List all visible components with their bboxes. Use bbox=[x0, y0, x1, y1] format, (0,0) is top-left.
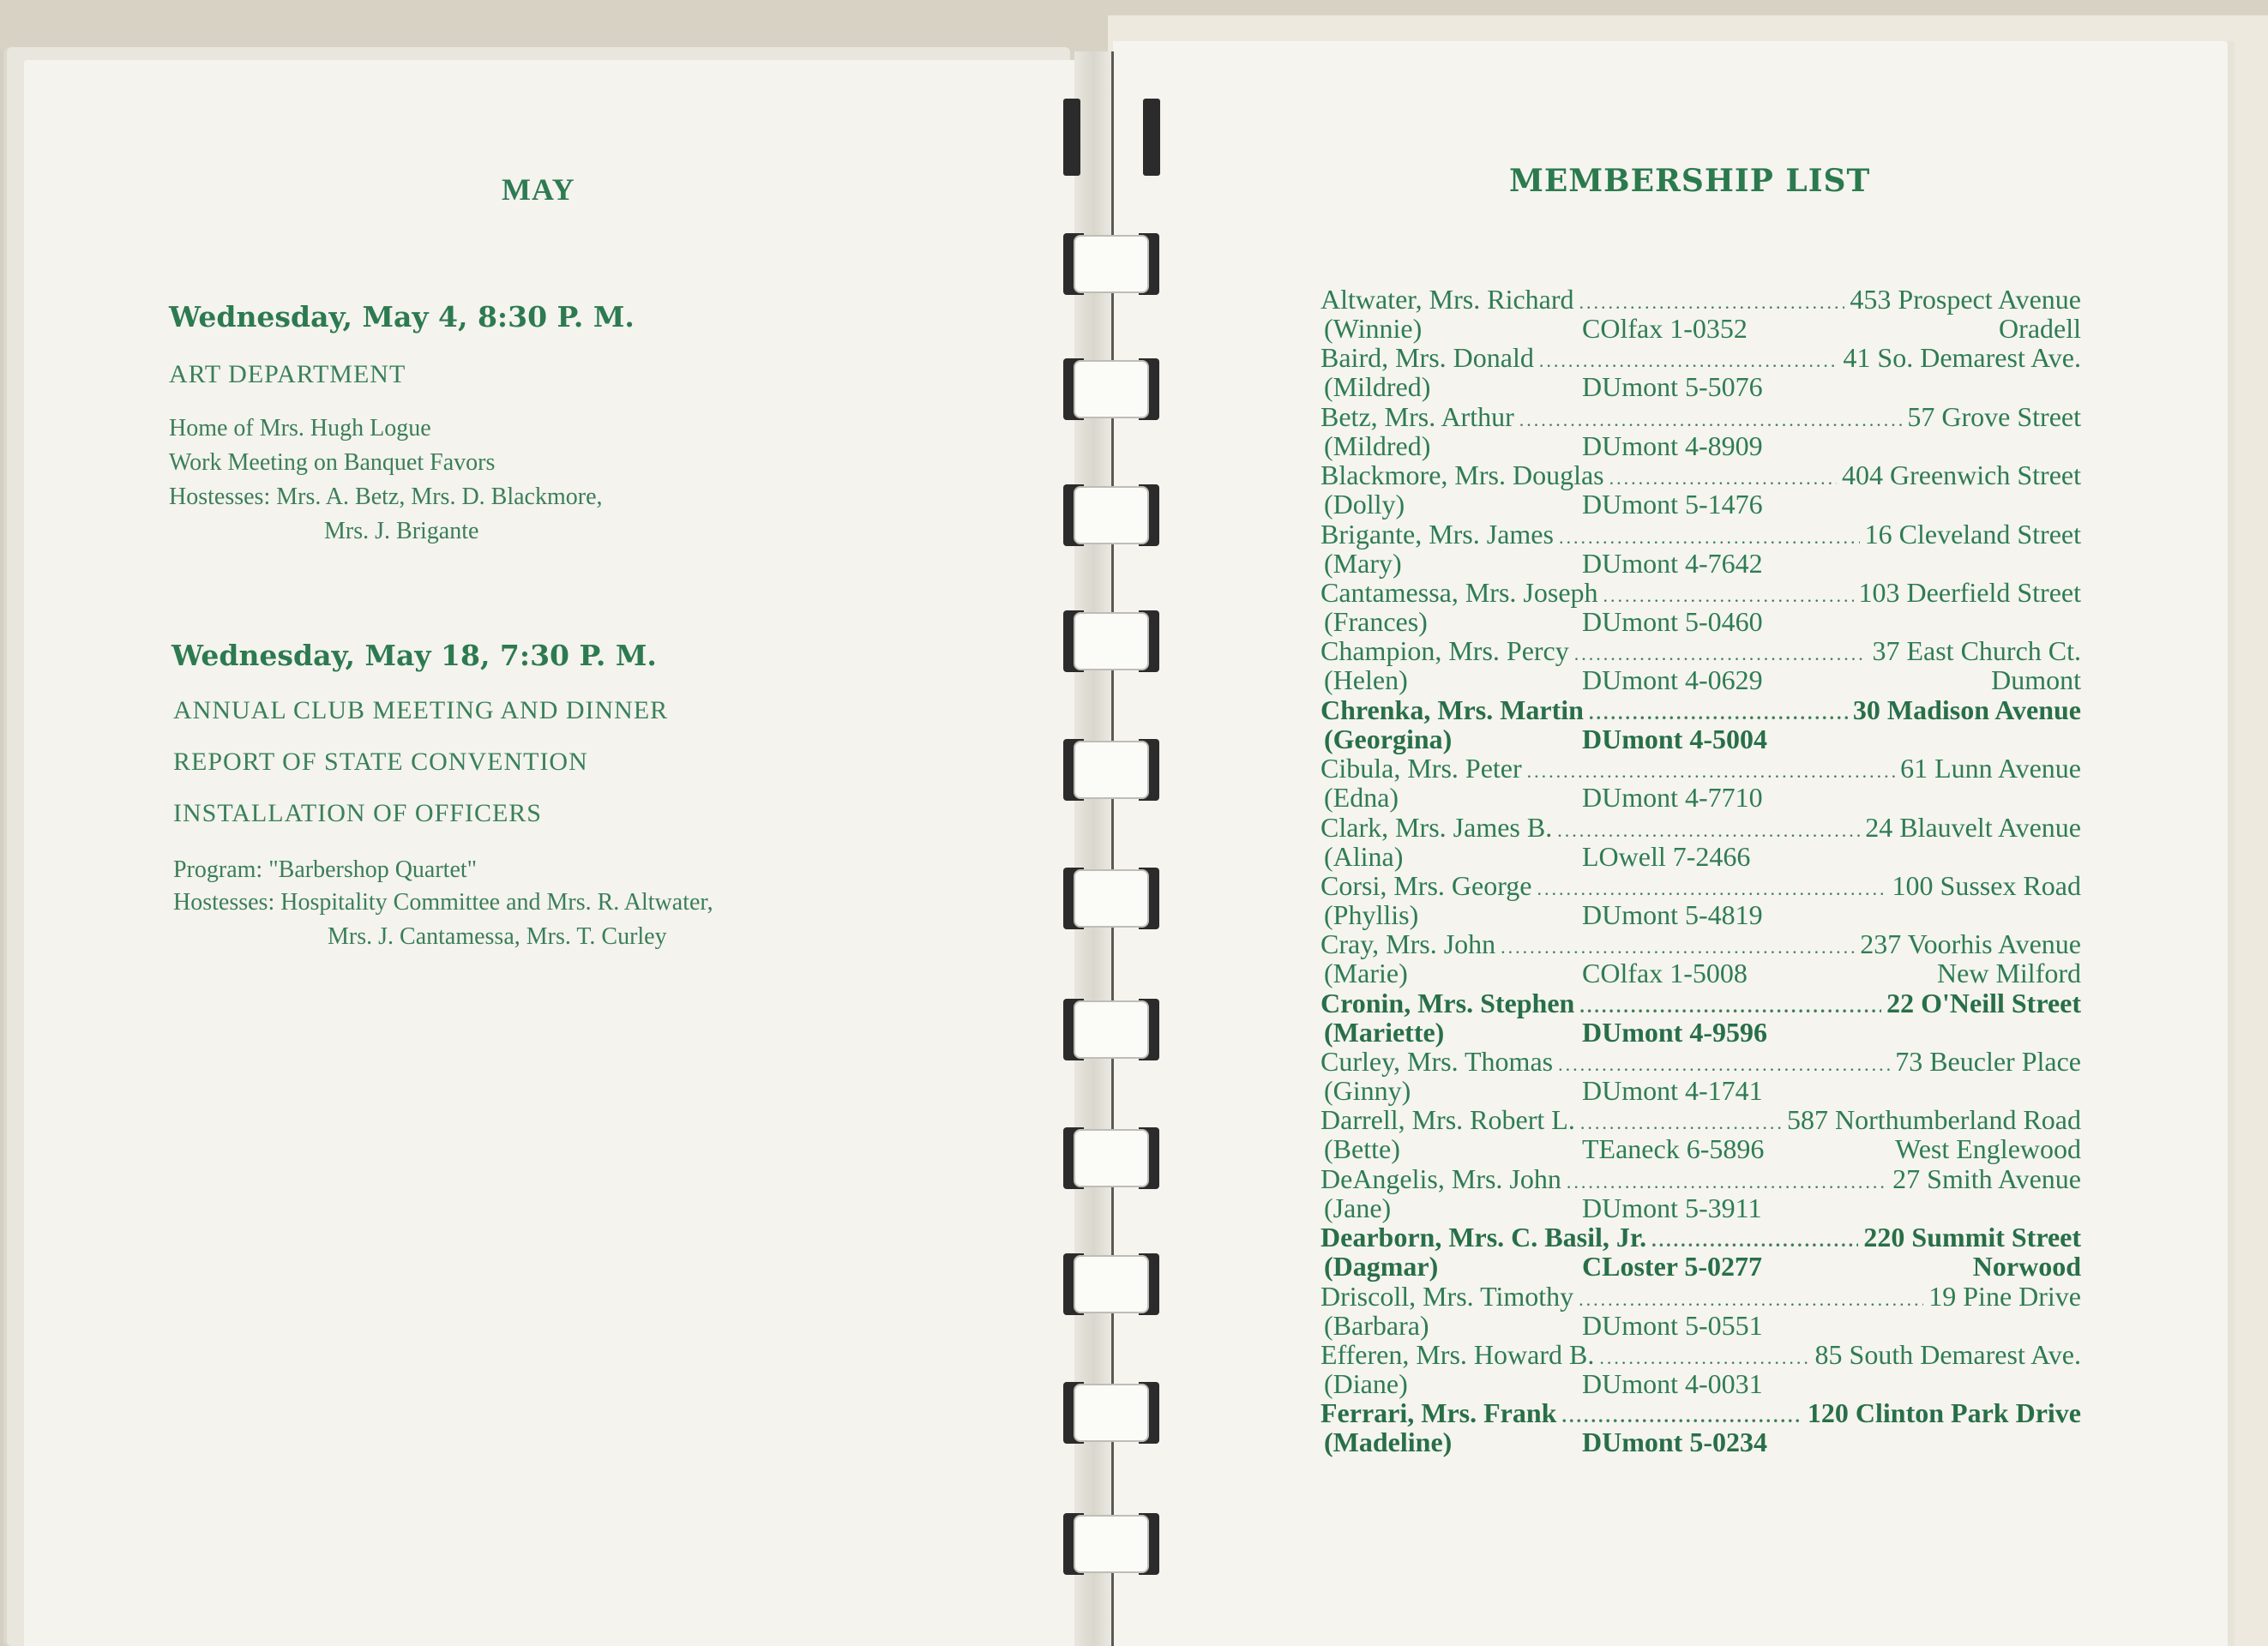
member-address: 73 Beucler Place bbox=[1895, 1046, 2081, 1078]
binding-coil bbox=[1063, 358, 1159, 420]
member-phone: COlfax 1-0352 bbox=[1582, 313, 1748, 344]
member-entry bbox=[1320, 402, 2081, 460]
binding-coil bbox=[1063, 1382, 1159, 1444]
member-name: Chrenka, Mrs. Martin bbox=[1320, 694, 1584, 725]
member-nickname: (Helen) bbox=[1324, 664, 1408, 696]
member-entry bbox=[1320, 1398, 2081, 1457]
member-name: Cronin, Mrs. Stephen bbox=[1320, 987, 1575, 1018]
member-nickname: (Winnie) bbox=[1324, 313, 1423, 344]
binding-coil bbox=[1063, 999, 1159, 1060]
event-line: Program: "Barbershop Quartet" bbox=[173, 856, 478, 883]
member-phone: COlfax 1-5008 bbox=[1582, 958, 1748, 989]
member-entry bbox=[1320, 1164, 2081, 1222]
member-nickname: (Diane) bbox=[1324, 1368, 1408, 1400]
binding-slot-right bbox=[1143, 99, 1160, 176]
member-nickname: (Edna) bbox=[1324, 782, 1399, 814]
member-address: 27 Smith Avenue bbox=[1892, 1162, 2081, 1194]
member-name: Altwater, Mrs. Richard bbox=[1320, 284, 1574, 315]
member-line-2 bbox=[1320, 900, 2081, 929]
member-line-1 bbox=[1320, 754, 2081, 783]
binding-slot-left bbox=[1063, 99, 1080, 176]
member-line-1 bbox=[1320, 578, 2081, 607]
member-line-1 bbox=[1320, 402, 2081, 431]
membership-list-title: MEMBERSHIP LIST bbox=[1509, 163, 1871, 199]
member-entry bbox=[1320, 929, 2081, 988]
member-line-1 bbox=[1320, 343, 2081, 372]
member-address: 30 Madison Avenue bbox=[1852, 694, 2081, 725]
member-phone: CLoster 5-0277 bbox=[1582, 1251, 1763, 1283]
member-name: Cantamessa, Mrs. Joseph bbox=[1320, 576, 1598, 608]
member-address: 19 Pine Drive bbox=[1928, 1280, 2081, 1312]
member-nickname: (Mildred) bbox=[1324, 371, 1431, 403]
member-entry bbox=[1320, 754, 2081, 812]
member-line-1 bbox=[1320, 929, 2081, 958]
member-address: 587 Northumberland Road bbox=[1786, 1104, 2081, 1136]
binding-coil bbox=[1063, 868, 1159, 929]
member-line-1 bbox=[1320, 1047, 2081, 1076]
member-line-2 bbox=[1320, 490, 2081, 519]
member-entry bbox=[1320, 1105, 2081, 1163]
member-phone: DUmont 4-0629 bbox=[1582, 664, 1763, 696]
member-line-2 bbox=[1320, 607, 2081, 636]
member-line-2 bbox=[1320, 1018, 2081, 1047]
event-heading: REPORT OF STATE CONVENTION bbox=[173, 748, 588, 776]
member-line-2 bbox=[1320, 1427, 2081, 1457]
member-phone: DUmont 4-7642 bbox=[1582, 547, 1763, 579]
member-entry bbox=[1320, 988, 2081, 1047]
member-name: Ferrari, Mrs. Frank bbox=[1320, 1397, 1557, 1429]
member-phone: DUmont 5-0460 bbox=[1582, 605, 1763, 637]
member-line-1 bbox=[1320, 1222, 2081, 1252]
member-address: 85 South Demarest Ave. bbox=[1814, 1339, 2081, 1371]
member-name: Corsi, Mrs. George bbox=[1320, 869, 1532, 901]
member-address: 237 Voorhis Avenue bbox=[1860, 928, 2081, 960]
member-line-2 bbox=[1320, 314, 2081, 343]
member-name: Betz, Mrs. Arthur bbox=[1320, 400, 1514, 432]
month-heading: MAY bbox=[502, 172, 575, 207]
member-nickname: (Marie) bbox=[1324, 958, 1408, 989]
member-phone: DUmont 5-4819 bbox=[1582, 898, 1763, 930]
binding-coil bbox=[1063, 739, 1159, 801]
member-address: 100 Sussex Road bbox=[1892, 869, 2081, 901]
member-address: 41 So. Demarest Ave. bbox=[1843, 342, 2081, 374]
member-line-1 bbox=[1320, 695, 2081, 724]
member-nickname: (Phyllis) bbox=[1324, 898, 1419, 930]
member-nickname: (Ginny) bbox=[1324, 1075, 1411, 1107]
member-town: Norwood bbox=[1972, 1251, 2081, 1283]
member-name: Brigante, Mrs. James bbox=[1320, 518, 1554, 550]
member-phone: DUmont 5-5076 bbox=[1582, 371, 1763, 403]
member-line-2 bbox=[1320, 1076, 2081, 1105]
member-line-2 bbox=[1320, 958, 2081, 988]
member-phone: DUmont 5-1476 bbox=[1582, 489, 1763, 520]
member-nickname: (Frances) bbox=[1324, 605, 1428, 637]
member-town: West Englewood bbox=[1895, 1133, 2081, 1165]
member-nickname: (Dolly) bbox=[1324, 489, 1405, 520]
member-line-2 bbox=[1320, 842, 2081, 871]
member-address: 404 Greenwich Street bbox=[1841, 460, 2081, 491]
event-date: Wednesday, May 4, 8:30 P. M. bbox=[169, 300, 635, 333]
member-town: Oradell bbox=[1999, 313, 2081, 344]
member-address: 61 Lunn Avenue bbox=[1900, 753, 2081, 784]
member-line-2 bbox=[1320, 783, 2081, 812]
event-heading: ANNUAL CLUB MEETING AND DINNER bbox=[173, 696, 669, 724]
event-line: Hostesses: Mrs. A. Betz, Mrs. D. Blackmore, bbox=[169, 484, 603, 510]
member-entry bbox=[1320, 1047, 2081, 1105]
member-nickname: (Mildred) bbox=[1324, 430, 1431, 461]
binding-coil bbox=[1063, 1127, 1159, 1189]
event-heading: INSTALLATION OF OFFICERS bbox=[173, 799, 542, 827]
event-line: Mrs. J. Cantamessa, Mrs. T. Curley bbox=[328, 923, 667, 950]
member-nickname: (Dagmar) bbox=[1324, 1251, 1439, 1283]
binding-coil bbox=[1063, 484, 1159, 546]
member-line-2 bbox=[1320, 1193, 2081, 1222]
member-address: 220 Summit Street bbox=[1863, 1222, 2081, 1253]
member-address: 16 Cleveland Street bbox=[1864, 518, 2081, 550]
member-name: Clark, Mrs. James B. bbox=[1320, 811, 1553, 843]
member-line-2 bbox=[1320, 1311, 2081, 1340]
member-nickname: (Bette) bbox=[1324, 1133, 1400, 1165]
member-address: 24 Blauvelt Avenue bbox=[1865, 811, 2081, 843]
member-address: 103 Deerfield Street bbox=[1858, 576, 2081, 608]
member-entry bbox=[1320, 1222, 2081, 1281]
member-entry bbox=[1320, 520, 2081, 578]
member-address: 120 Clinton Park Drive bbox=[1807, 1397, 2081, 1429]
member-phone: DUmont 4-9596 bbox=[1582, 1016, 1767, 1048]
member-line-1 bbox=[1320, 1398, 2081, 1427]
member-line-2 bbox=[1320, 1369, 2081, 1398]
event-line: Hostesses: Hospitality Committee and Mrs. R. Altwater, bbox=[173, 889, 713, 916]
member-name: Dearborn, Mrs. C. Basil, Jr. bbox=[1320, 1222, 1647, 1253]
member-nickname: (Alina) bbox=[1324, 840, 1404, 872]
member-name: Driscoll, Mrs. Timothy bbox=[1320, 1280, 1574, 1312]
member-entry bbox=[1320, 813, 2081, 871]
member-nickname: (Jane) bbox=[1324, 1192, 1392, 1223]
member-name: Cray, Mrs. John bbox=[1320, 928, 1496, 960]
member-address: 22 O'Neill Street bbox=[1886, 987, 2081, 1018]
member-phone: DUmont 4-8909 bbox=[1582, 430, 1763, 461]
member-nickname: (Mariette) bbox=[1324, 1016, 1445, 1048]
member-entry bbox=[1320, 578, 2081, 636]
member-town: New Milford bbox=[1937, 958, 2081, 989]
member-nickname: (Barbara) bbox=[1324, 1309, 1429, 1341]
member-phone: DUmont 5-0551 bbox=[1582, 1309, 1763, 1341]
member-phone: LOwell 7-2466 bbox=[1582, 840, 1751, 872]
member-name: Blackmore, Mrs. Douglas bbox=[1320, 460, 1604, 491]
member-name: Efferen, Mrs. Howard B. bbox=[1320, 1339, 1595, 1371]
member-line-1 bbox=[1320, 460, 2081, 490]
member-nickname: (Madeline) bbox=[1324, 1427, 1453, 1458]
member-town: Dumont bbox=[1991, 664, 2081, 696]
member-nickname: (Mary) bbox=[1324, 547, 1402, 579]
member-entry bbox=[1320, 343, 2081, 401]
member-line-1 bbox=[1320, 813, 2081, 842]
member-phone: DUmont 5-0234 bbox=[1582, 1427, 1767, 1458]
member-line-2 bbox=[1320, 724, 2081, 754]
member-line-1 bbox=[1320, 1282, 2081, 1311]
binding-coil bbox=[1063, 233, 1159, 295]
member-line-2 bbox=[1320, 1252, 2081, 1281]
member-line-1 bbox=[1320, 636, 2081, 665]
member-phone: DUmont 4-7710 bbox=[1582, 782, 1763, 814]
event-heading: ART DEPARTMENT bbox=[169, 360, 406, 388]
event-date: Wednesday, May 18, 7:30 P. M. bbox=[171, 639, 657, 672]
member-phone: DUmont 5-3911 bbox=[1582, 1192, 1762, 1223]
member-name: Cibula, Mrs. Peter bbox=[1320, 753, 1522, 784]
member-line-1 bbox=[1320, 871, 2081, 900]
member-entry bbox=[1320, 1282, 2081, 1340]
member-name: DeAngelis, Mrs. John bbox=[1320, 1162, 1561, 1194]
member-name: Curley, Mrs. Thomas bbox=[1320, 1046, 1554, 1078]
member-entry bbox=[1320, 871, 2081, 929]
member-name: Champion, Mrs. Percy bbox=[1320, 635, 1569, 667]
member-line-1 bbox=[1320, 1340, 2081, 1369]
member-name: Baird, Mrs. Donald bbox=[1320, 342, 1534, 374]
member-entry bbox=[1320, 285, 2081, 343]
member-line-1 bbox=[1320, 988, 2081, 1018]
member-entry bbox=[1320, 460, 2081, 519]
member-address: 37 East Church Ct. bbox=[1872, 635, 2081, 667]
member-phone: DUmont 4-0031 bbox=[1582, 1368, 1763, 1400]
member-line-2 bbox=[1320, 665, 2081, 694]
binding-coil bbox=[1063, 1253, 1159, 1315]
member-line-2 bbox=[1320, 549, 2081, 578]
member-entry bbox=[1320, 636, 2081, 694]
member-phone: DUmont 4-1741 bbox=[1582, 1075, 1763, 1107]
member-line-2 bbox=[1320, 372, 2081, 401]
binding-coil bbox=[1063, 1513, 1159, 1575]
member-line-1 bbox=[1320, 285, 2081, 314]
member-address: 453 Prospect Avenue bbox=[1850, 284, 2081, 315]
event-line: Home of Mrs. Hugh Logue bbox=[169, 415, 431, 442]
member-line-1 bbox=[1320, 1105, 2081, 1134]
member-entry bbox=[1320, 1340, 2081, 1398]
membership-list bbox=[1320, 285, 2081, 1457]
member-line-2 bbox=[1320, 431, 2081, 460]
member-address: 57 Grove Street bbox=[1907, 400, 2081, 432]
member-phone: DUmont 4-5004 bbox=[1582, 723, 1767, 754]
member-line-2 bbox=[1320, 1134, 2081, 1163]
member-line-1 bbox=[1320, 520, 2081, 549]
binding-coil bbox=[1063, 610, 1159, 672]
member-name: Darrell, Mrs. Robert L. bbox=[1320, 1104, 1575, 1136]
member-entry bbox=[1320, 695, 2081, 754]
event-line: Mrs. J. Brigante bbox=[324, 518, 479, 544]
member-nickname: (Georgina) bbox=[1324, 723, 1453, 754]
member-phone: TEaneck 6-5896 bbox=[1582, 1133, 1765, 1165]
member-line-1 bbox=[1320, 1164, 2081, 1193]
event-line: Work Meeting on Banquet Favors bbox=[169, 449, 496, 476]
